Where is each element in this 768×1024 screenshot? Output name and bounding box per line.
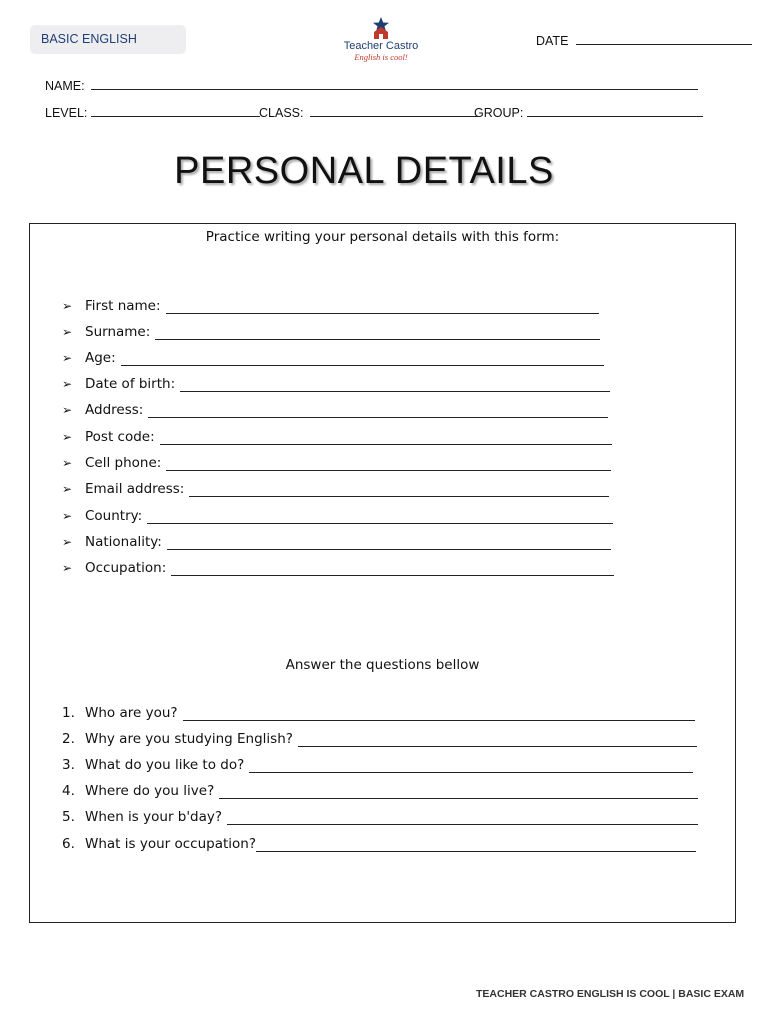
- detail-label: First name:: [85, 298, 161, 314]
- answer-line[interactable]: [147, 522, 613, 524]
- course-label: BASIC ENGLISH: [41, 32, 137, 46]
- questions-title: Answer the questions bellow: [285, 657, 480, 673]
- question-4[interactable]: [62, 783, 698, 803]
- detail-label: Nationality:: [85, 534, 162, 550]
- detail-first-name[interactable]: [62, 298, 599, 318]
- detail-country[interactable]: [62, 508, 613, 528]
- answer-line[interactable]: [160, 443, 612, 445]
- question-text: What do you like to do?: [85, 757, 245, 773]
- group-field[interactable]: [474, 104, 703, 120]
- date-label: DATE: [536, 34, 569, 48]
- answer-line[interactable]: [155, 338, 600, 340]
- answer-line[interactable]: [166, 469, 611, 471]
- question-number: 3.: [62, 757, 75, 773]
- arrow-bullet-icon: ➢: [62, 325, 73, 339]
- answer-line[interactable]: [256, 850, 696, 852]
- question-2[interactable]: [62, 731, 697, 751]
- question-text: Where do you live?: [85, 783, 215, 799]
- arrow-bullet-icon: ➢: [62, 509, 73, 523]
- name-line[interactable]: [91, 77, 698, 90]
- class-line[interactable]: [310, 104, 478, 117]
- answer-line[interactable]: [183, 719, 695, 721]
- question-text: What is your occupation?: [85, 836, 257, 852]
- name-field[interactable]: [45, 77, 698, 93]
- detail-label: Country:: [85, 508, 143, 524]
- answer-line[interactable]: [249, 771, 693, 773]
- name-label: NAME:: [45, 79, 85, 93]
- group-label: GROUP:: [474, 106, 524, 120]
- answer-line[interactable]: [298, 745, 697, 747]
- answer-line[interactable]: [167, 548, 611, 550]
- detail-post-code[interactable]: [62, 429, 612, 449]
- logo-name: Teacher Castro: [343, 40, 419, 52]
- answer-line[interactable]: [148, 416, 608, 418]
- page-title: PERSONAL DETAILS: [174, 150, 554, 192]
- group-line[interactable]: [527, 104, 703, 117]
- detail-label: Age:: [85, 350, 116, 366]
- arrow-bullet-icon: ➢: [62, 535, 73, 549]
- detail-age[interactable]: [62, 350, 604, 370]
- detail-occupation[interactable]: [62, 560, 614, 580]
- date-line[interactable]: [576, 32, 752, 45]
- answer-line[interactable]: [189, 495, 609, 497]
- answer-line[interactable]: [121, 364, 604, 366]
- date-field[interactable]: [536, 32, 752, 48]
- course-badge: [30, 25, 186, 54]
- detail-label: Address:: [85, 402, 144, 418]
- detail-address[interactable]: [62, 402, 608, 422]
- question-number: 2.: [62, 731, 75, 747]
- question-text: Who are you?: [85, 705, 178, 721]
- question-number: 6.: [62, 836, 75, 852]
- detail-label: Cell phone:: [85, 455, 162, 471]
- detail-email-address[interactable]: [62, 481, 609, 501]
- arrow-bullet-icon: ➢: [62, 377, 73, 391]
- form-instruction: Practice writing your personal details with this form:: [205, 229, 560, 245]
- question-3[interactable]: [62, 757, 693, 777]
- question-number: 5.: [62, 809, 75, 825]
- arrow-bullet-icon: ➢: [62, 299, 73, 313]
- page-footer: TEACHER CASTRO ENGLISH IS COOL | BASIC EXAM: [476, 988, 745, 1000]
- detail-nationality[interactable]: [62, 534, 611, 554]
- arrow-bullet-icon: ➢: [62, 430, 73, 444]
- question-text: When is your b'day?: [85, 809, 223, 825]
- level-label: LEVEL:: [45, 106, 88, 120]
- detail-date-of-birth[interactable]: [62, 376, 610, 396]
- arrow-bullet-icon: ➢: [62, 351, 73, 365]
- detail-cell-phone[interactable]: [62, 455, 611, 475]
- detail-label: Post code:: [85, 429, 155, 445]
- class-field[interactable]: [259, 104, 478, 120]
- question-5[interactable]: [62, 809, 698, 829]
- answer-line[interactable]: [219, 797, 698, 799]
- logo-tagline: English is cool!: [354, 52, 408, 62]
- level-field[interactable]: [45, 104, 260, 120]
- arrow-bullet-icon: ➢: [62, 403, 73, 417]
- question-1[interactable]: [62, 705, 695, 725]
- detail-label: Date of birth:: [85, 376, 176, 392]
- teacher-castro-logo: [336, 16, 426, 64]
- question-number: 4.: [62, 783, 75, 799]
- answer-line[interactable]: [227, 823, 698, 825]
- question-6[interactable]: [62, 836, 696, 856]
- arrow-bullet-icon: ➢: [62, 456, 73, 470]
- detail-surname[interactable]: [62, 324, 600, 344]
- question-number: 1.: [62, 705, 75, 721]
- class-label: CLASS:: [259, 106, 304, 120]
- answer-line[interactable]: [180, 390, 610, 392]
- arrow-bullet-icon: ➢: [62, 561, 73, 575]
- detail-label: Email address:: [85, 481, 185, 497]
- question-text: Why are you studying English?: [85, 731, 293, 747]
- answer-line[interactable]: [171, 574, 614, 576]
- star-house-icon: [369, 16, 393, 40]
- arrow-bullet-icon: ➢: [62, 482, 73, 496]
- level-line[interactable]: [91, 104, 260, 117]
- detail-label: Occupation:: [85, 560, 167, 576]
- answer-line[interactable]: [166, 312, 599, 314]
- detail-label: Surname:: [85, 324, 151, 340]
